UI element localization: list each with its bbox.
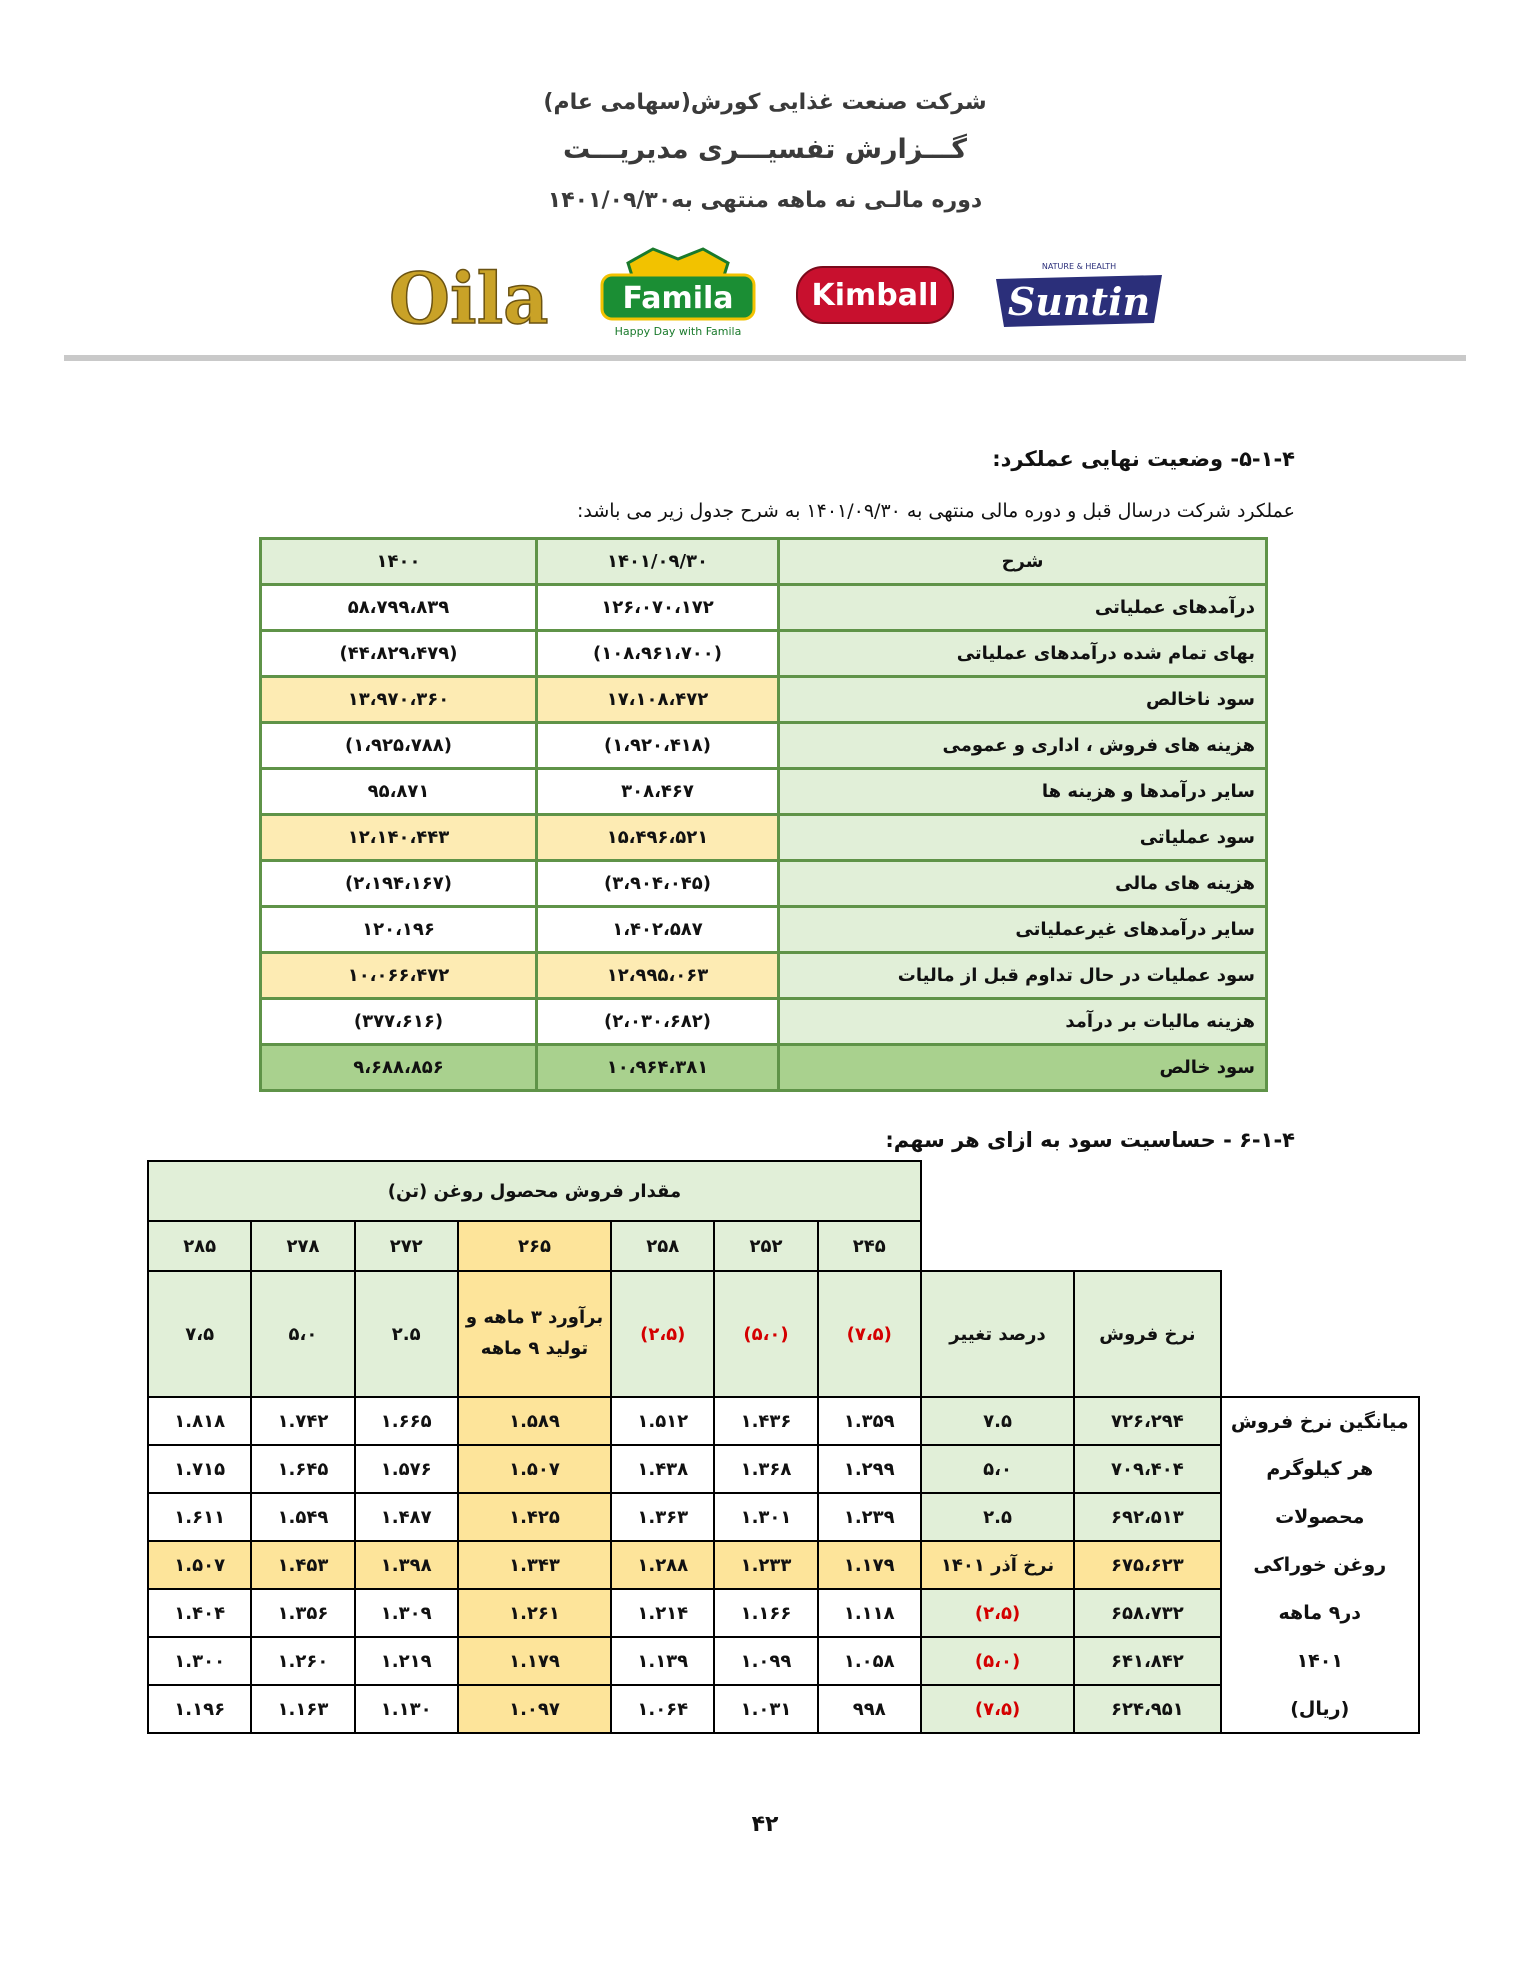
value-prior: ۱۲۰،۱۹۶ [261, 907, 537, 953]
value-current: ۱۲۶،۰۷۰،۱۷۲ [537, 585, 779, 631]
eps-value: ۱.۲۹۹ [818, 1445, 921, 1493]
svg-text:Famila: Famila [622, 281, 734, 316]
row-label: بهای تمام شده درآمدهای عملیاتی [779, 631, 1267, 677]
kimball-logo [795, 245, 955, 341]
eps-value: ۱.۳۶۳ [611, 1493, 714, 1541]
section-6-heading: ۶-۱-۴ - حساسیت سود به ازای هر سهم: [885, 1128, 1295, 1152]
pct-change: برآورد ۳ ماهه و تولید ۹ ماهه [458, 1271, 611, 1397]
eps-value: ۱.۱۱۸ [818, 1589, 921, 1637]
value-current: (۲،۰۳۰،۶۸۲) [537, 999, 779, 1045]
row-label: هزینه های مالی [779, 861, 1267, 907]
company-name: شرکت صنعت غذایی کورش(سهامی عام) [543, 90, 987, 115]
eps-value: ۱.۸۱۸ [148, 1397, 251, 1445]
row-label: هزینه های فروش ، اداری و عمومی [779, 723, 1267, 769]
eps-value: ۹۹۸ [818, 1685, 921, 1733]
change-pct: (۵،۰) [921, 1637, 1074, 1685]
svg-text:Suntin: Suntin [1007, 279, 1151, 324]
qty-value: ۲۷۸ [251, 1221, 354, 1271]
section-5-intro: عملکرد شرکت درسال قبل و دوره مالی منتهی به ۱۴۰۱/۰۹/۳۰ به شرح جدول زیر می باشد: [577, 500, 1295, 522]
table-row [261, 1045, 1267, 1091]
eps-value: ۱.۲۳۹ [818, 1493, 921, 1541]
sale-price: ۶۴۱،۸۴۲ [1074, 1637, 1220, 1685]
change-pct: (۷،۵) [921, 1685, 1074, 1733]
eps-value: ۱.۳۵۹ [818, 1397, 921, 1445]
side-label: (ریال) [1221, 1685, 1419, 1733]
eps-value: ۱.۳۹۸ [355, 1541, 458, 1589]
value-current: ۱۰،۹۶۴،۳۸۱ [537, 1045, 779, 1091]
blank-cell [921, 1161, 1419, 1221]
eps-value: ۱.۲۶۰ [251, 1637, 354, 1685]
table-row [261, 953, 1267, 999]
side-label: محصولات [1221, 1493, 1419, 1541]
table-row [261, 585, 1267, 631]
qty-value: ۲۶۵ [458, 1221, 611, 1271]
performance-table [259, 537, 1268, 1092]
value-prior: ۵۸،۷۹۹،۸۳۹ [261, 585, 537, 631]
table-row [261, 631, 1267, 677]
svg-text:NATURE & HEALTH: NATURE & HEALTH [1041, 262, 1117, 271]
table-row [148, 1589, 1419, 1637]
value-current: (۱۰۸،۹۶۱،۷۰۰) [537, 631, 779, 677]
table-row [261, 999, 1267, 1045]
value-prior: (۳۷۷،۶۱۶) [261, 999, 537, 1045]
eps-value: ۱.۲۳۳ [714, 1541, 817, 1589]
table-row [148, 1397, 1419, 1445]
eps-value: ۱.۰۶۴ [611, 1685, 714, 1733]
eps-value: ۱.۳۶۸ [714, 1445, 817, 1493]
eps-value: ۱.۴۲۵ [458, 1493, 611, 1541]
eps-value: ۱.۰۹۷ [458, 1685, 611, 1733]
svg-text:Oila: Oila [389, 257, 549, 340]
section-5-heading: ۵-۱-۴- وضعیت نهایی عملکرد: [992, 447, 1295, 471]
value-prior: (۴۴،۸۲۹،۴۷۹) [261, 631, 537, 677]
pct-change: (۵،۰) [714, 1271, 817, 1397]
row-label: سود عملیاتی [779, 815, 1267, 861]
eps-value: ۱.۳۰۰ [148, 1637, 251, 1685]
value-current: (۳،۹۰۴،۰۴۵) [537, 861, 779, 907]
change-pct: ۷.۵ [921, 1397, 1074, 1445]
eps-value: ۱.۱۶۶ [714, 1589, 817, 1637]
table-row [261, 861, 1267, 907]
eps-value: ۱.۱۷۹ [458, 1637, 611, 1685]
famila-logo [598, 245, 758, 341]
value-prior: (۱،۹۲۵،۷۸۸) [261, 723, 537, 769]
side-label: روغن خوراکی [1221, 1541, 1419, 1589]
report-title: گـــزارش تفسیـــری مدیریـــت [563, 134, 967, 165]
eps-value: ۱.۱۷۹ [818, 1541, 921, 1589]
svg-text:Happy Day with Famila: Happy Day with Famila [614, 325, 742, 338]
eps-value: ۱.۷۱۵ [148, 1445, 251, 1493]
eps-value: ۱.۵۴۹ [251, 1493, 354, 1541]
pct-change: ۷،۵ [148, 1271, 251, 1397]
change-pct: (۲،۵) [921, 1589, 1074, 1637]
eps-value: ۱.۰۳۱ [714, 1685, 817, 1733]
report-period: دوره مالـی نه ماهه منتهی به۱۴۰۱/۰۹/۳۰ [547, 188, 983, 213]
eps-value: ۱.۵۸۹ [458, 1397, 611, 1445]
eps-value: ۱.۲۸۸ [611, 1541, 714, 1589]
eps-value: ۱.۲۶۱ [458, 1589, 611, 1637]
row-label: درآمدهای عملیاتی [779, 585, 1267, 631]
header-divider [64, 355, 1466, 361]
eps-value: ۱.۴۳۶ [714, 1397, 817, 1445]
eps-value: ۱.۳۰۹ [355, 1589, 458, 1637]
table-row [261, 723, 1267, 769]
side-label: هر کیلوگرم [1221, 1445, 1419, 1493]
value-prior: ۹۵،۸۷۱ [261, 769, 537, 815]
table-row [148, 1685, 1419, 1733]
change-pct: ۵،۰ [921, 1445, 1074, 1493]
side-label: ۱۴۰۱ [1221, 1637, 1419, 1685]
sale-price: ۶۷۵،۶۲۳ [1074, 1541, 1220, 1589]
eps-value: ۱.۰۹۹ [714, 1637, 817, 1685]
row-label: سایر درآمدهای غیرعملیاتی [779, 907, 1267, 953]
change-pct: نرخ آذر ۱۴۰۱ [921, 1541, 1074, 1589]
sale-price: ۷۲۶،۲۹۴ [1074, 1397, 1220, 1445]
blank-cell [1221, 1271, 1419, 1397]
oila-logo [385, 245, 560, 341]
eps-value: ۱.۴۳۸ [611, 1445, 714, 1493]
eps-value: ۱.۱۶۳ [251, 1685, 354, 1733]
eps-value: ۱.۴۰۴ [148, 1589, 251, 1637]
svg-text:Kimball: Kimball [811, 278, 939, 313]
brand-logos [380, 245, 1170, 345]
value-current: ۱۷،۱۰۸،۴۷۲ [537, 677, 779, 723]
value-current: ۱۲،۹۹۵،۰۶۳ [537, 953, 779, 999]
eps-value: ۱.۵۰۷ [148, 1541, 251, 1589]
eps-value: ۱.۰۵۸ [818, 1637, 921, 1685]
row-label: هزینه مالیات بر درآمد [779, 999, 1267, 1045]
eps-value: ۱.۳۴۳ [458, 1541, 611, 1589]
eps-value: ۱.۶۶۵ [355, 1397, 458, 1445]
eps-value: ۱.۲۱۴ [611, 1589, 714, 1637]
sale-price: ۶۹۲،۵۱۳ [1074, 1493, 1220, 1541]
table-row [148, 1445, 1419, 1493]
eps-value: ۱.۵۰۷ [458, 1445, 611, 1493]
qty-header: مقدار فروش محصول روغن (تن) [148, 1161, 921, 1221]
table-row [261, 769, 1267, 815]
value-prior: ۱۲،۱۴۰،۴۴۳ [261, 815, 537, 861]
pct-change: ۵،۰ [251, 1271, 354, 1397]
page-number: ۴۲ [751, 1812, 779, 1837]
value-prior: ۱۰،۰۶۶،۴۷۲ [261, 953, 537, 999]
eps-value: ۱.۵۱۲ [611, 1397, 714, 1445]
qty-value: ۲۵۲ [714, 1221, 817, 1271]
qty-value: ۲۵۸ [611, 1221, 714, 1271]
eps-value: ۱.۷۴۲ [251, 1397, 354, 1445]
value-current: ۱۵،۴۹۶،۵۲۱ [537, 815, 779, 861]
pct-change: (۷،۵) [818, 1271, 921, 1397]
sale-price: ۶۵۸،۷۳۲ [1074, 1589, 1220, 1637]
sale-price: ۶۲۴،۹۵۱ [1074, 1685, 1220, 1733]
eps-value: ۱.۴۸۷ [355, 1493, 458, 1541]
table-row [261, 677, 1267, 723]
eps-value: ۱.۱۳۰ [355, 1685, 458, 1733]
sale-price: ۷۰۹،۴۰۴ [1074, 1445, 1220, 1493]
qty-value: ۲۴۵ [818, 1221, 921, 1271]
eps-value: ۱.۲۱۹ [355, 1637, 458, 1685]
row-label: سود ناخالص [779, 677, 1267, 723]
column-header: ۱۴۰۱/۰۹/۳۰ [537, 539, 779, 585]
pct-change: ۲.۵ [355, 1271, 458, 1397]
eps-value: ۱.۳۵۶ [251, 1589, 354, 1637]
table-row [148, 1541, 1419, 1589]
table-row [148, 1637, 1419, 1685]
eps-value: ۱.۱۳۹ [611, 1637, 714, 1685]
row-label: سایر درآمدها و هزینه ها [779, 769, 1267, 815]
row-label: سود عملیات در حال تداوم قبل از مالیات [779, 953, 1267, 999]
suntin-logo [992, 245, 1167, 341]
change-pct: ۲.۵ [921, 1493, 1074, 1541]
qty-value: ۲۷۲ [355, 1221, 458, 1271]
value-current: (۱،۹۲۰،۴۱۸) [537, 723, 779, 769]
eps-sensitivity-table [147, 1160, 1420, 1734]
pct-change: (۲،۵) [611, 1271, 714, 1397]
table-row [261, 907, 1267, 953]
value-prior: (۲،۱۹۴،۱۶۷) [261, 861, 537, 907]
eps-value: ۱.۶۴۵ [251, 1445, 354, 1493]
eps-value: ۱.۵۷۶ [355, 1445, 458, 1493]
table-row [261, 815, 1267, 861]
row-label: سود خالص [779, 1045, 1267, 1091]
side-label: در۹ ماهه [1221, 1589, 1419, 1637]
eps-value: ۱.۴۵۳ [251, 1541, 354, 1589]
value-current: ۱،۴۰۲،۵۸۷ [537, 907, 779, 953]
value-prior: ۱۳،۹۷۰،۳۶۰ [261, 677, 537, 723]
eps-value: ۱.۱۹۶ [148, 1685, 251, 1733]
blank-cell [921, 1221, 1419, 1271]
qty-value: ۲۸۵ [148, 1221, 251, 1271]
eps-value: ۱.۶۱۱ [148, 1493, 251, 1541]
side-label: میانگین نرخ فروش [1221, 1397, 1419, 1445]
column-header: ۱۴۰۰ [261, 539, 537, 585]
change-header: درصد تغییر [921, 1271, 1074, 1397]
value-prior: ۹،۶۸۸،۸۵۶ [261, 1045, 537, 1091]
column-header: شرح [779, 539, 1267, 585]
price-header: نرخ فروش [1074, 1271, 1220, 1397]
table-row [148, 1493, 1419, 1541]
value-current: ۳۰۸،۴۶۷ [537, 769, 779, 815]
eps-value: ۱.۳۰۱ [714, 1493, 817, 1541]
